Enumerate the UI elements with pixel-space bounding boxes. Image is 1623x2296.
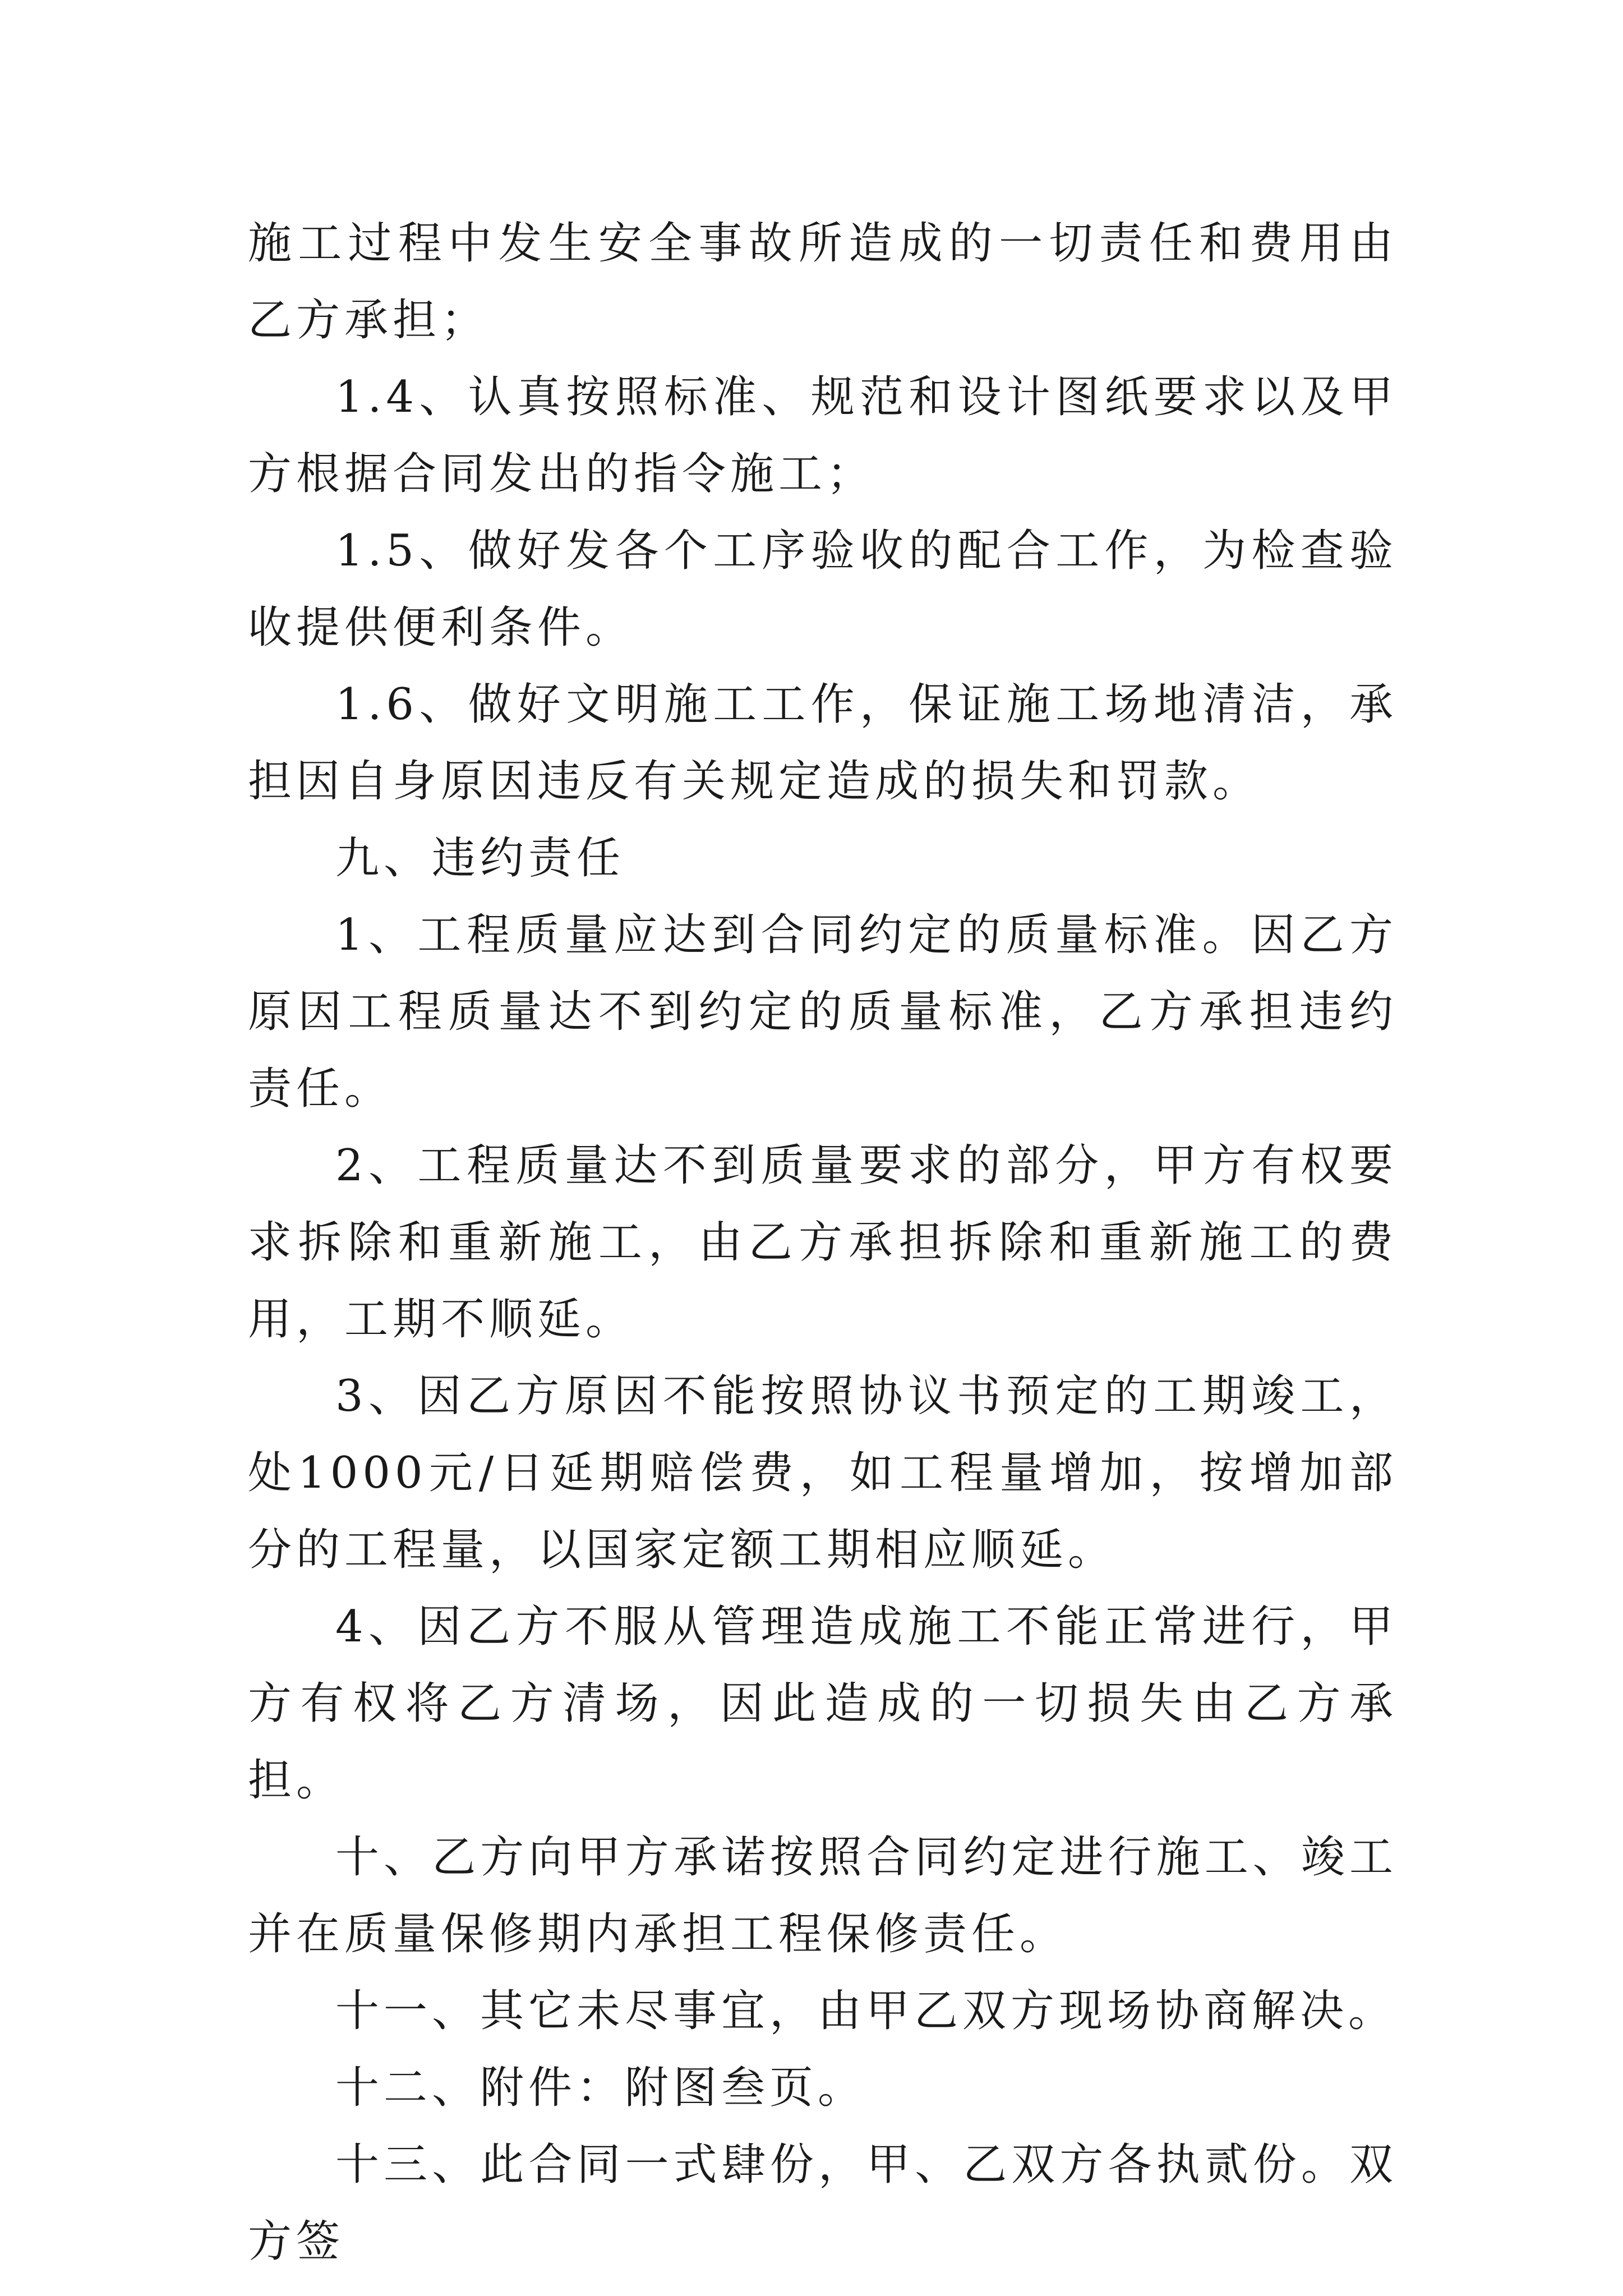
section-eleven-other-matters: 十一、其它未尽事宜，由甲乙双方现场协商解决。: [335, 1986, 1397, 2036]
section-heading-breach-liability: 九、违约责任: [335, 833, 625, 884]
paragraph-breach-1: 1、工程质量应达到合同约定的质量标准。因乙方原因工程质量达不到约定的质量标准，乙方承担违约责任。: [248, 910, 1398, 1114]
paragraph-breach-4: 4、因乙方不服从管理造成施工不能正常进行，甲方有权将乙方清场，因此造成的一切损失由乙方承担。: [248, 1602, 1398, 1806]
paragraph-safety-liability-continued: 施工过程中发生安全事故所造成的一切责任和费用由乙方承担；: [248, 218, 1398, 346]
paragraph-breach-2: 2、工程质量达不到质量要求的部分，甲方有权要求拆除和重新施工，由乙方承担拆除和重新施工的费用，工期不顺延。: [248, 1140, 1398, 1345]
paragraph-1-6: 1.6、做好文明施工工作，保证施工场地清洁，承担因自身原因违反有关规定造成的损失和罚款。: [248, 679, 1398, 807]
section-thirteen-copies: 十三、此合同一式肆份，甲、乙双方各执贰份。双方签: [248, 2139, 1398, 2267]
paragraph-1-5: 1.5、做好发各个工序验收的配合工作，为检查验收提供便利条件。: [248, 526, 1398, 653]
paragraph-breach-3: 3、因乙方原因不能按照协议书预定的工期竣工，处1000元/日延期赔偿费，如工程量增加，按增加部分的工程量，以国家定额工期相应顺延。: [248, 1371, 1398, 1575]
section-twelve-attachments: 十二、附件：附图叁页。: [335, 2063, 866, 2113]
paragraph-1-4: 1.4、认真按照标准、规范和设计图纸要求以及甲方根据合同发出的指令施工；: [248, 372, 1398, 499]
section-ten-warranty: 十、乙方向甲方承诺按照合同约定进行施工、竣工并在质量保修期内承担工程保修责任。: [248, 1832, 1398, 1959]
document-body: [248, 205, 1398, 2280]
